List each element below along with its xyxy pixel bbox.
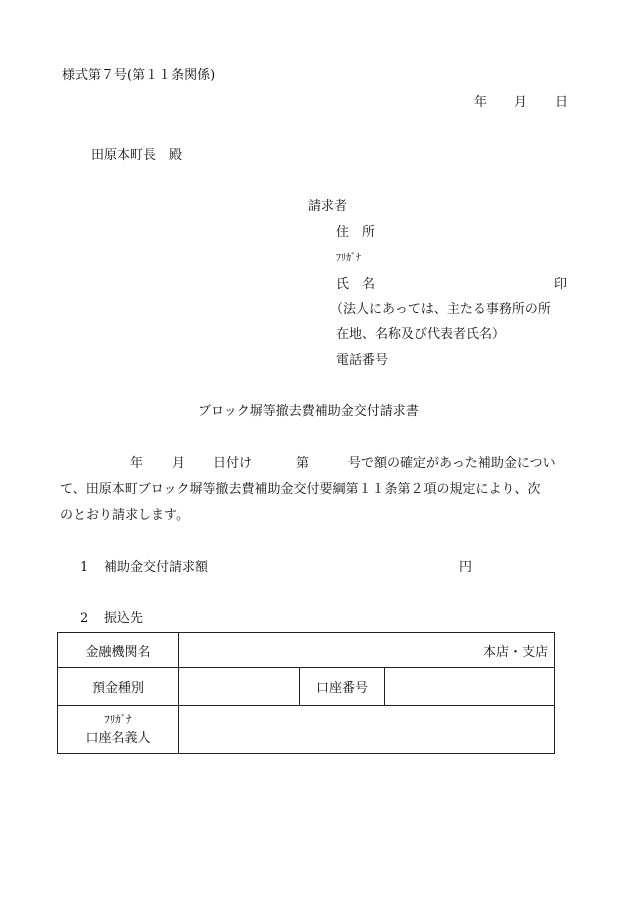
holder-row [58,706,555,754]
item2-label: 振込先 [104,611,144,626]
furigana-label: ﾌﾘｶﾞﾅ [336,253,361,264]
item1-unit: 円 [459,560,473,575]
bank-name-label: 金融機関名 [58,633,179,668]
phone-label: 電話番号 [336,353,389,368]
deposit-row [58,668,555,706]
seal-mark: 印 [554,277,568,292]
bank-row [58,633,555,668]
name-label: 氏 名 [336,277,376,292]
holder-label-cell [58,706,179,754]
branch-text: 本店・支店 [483,644,549,660]
item2-number: 2 [80,611,89,626]
document-title: ブロック塀等撤去費補助金交付請求書 [198,404,419,419]
body-line1-rest: 号で額の確定があった補助金につい [348,456,556,471]
holder-name-label: 口座名義人 [85,731,151,746]
transfer-table [57,632,555,754]
bank-name-cell [179,633,555,668]
corporate-note-line2: 在地、名称及び代表者氏名） [336,327,506,342]
corporate-note-line1: （法人にあっては、主たる事務所の所 [330,302,551,317]
body-dated: 日付け [213,456,253,471]
deposit-type-cell [179,668,300,706]
addressee: 田原本町長 殿 [91,148,183,163]
address-label: 住 所 [336,225,376,240]
date-year-label: 年 [474,95,488,110]
item1-number: 1 [80,560,89,575]
form-number: 様式第７号(第１１条関係) [62,68,216,83]
body-line2: て、田原本町ブロック塀等撤去費補助金交付要綱第１１条第２項の規定により、次 [60,482,541,497]
holder-name-cell [179,706,555,754]
account-number-label: 口座番号 [300,668,385,706]
body-line3: のとおり請求します。 [60,508,189,523]
deposit-type-label: 預金種別 [58,668,179,706]
item1-label: 補助金交付請求額 [104,560,209,575]
holder-furigana-label: ﾌﾘｶﾞﾅ [104,713,132,726]
body-dai: 第 [296,456,310,471]
account-number-cell [385,668,555,706]
date-month-label: 月 [514,95,528,110]
date-day-label: 日 [555,95,569,110]
body-month: 月 [172,456,186,471]
requester-heading: 請求者 [308,199,348,214]
body-year: 年 [130,456,144,471]
